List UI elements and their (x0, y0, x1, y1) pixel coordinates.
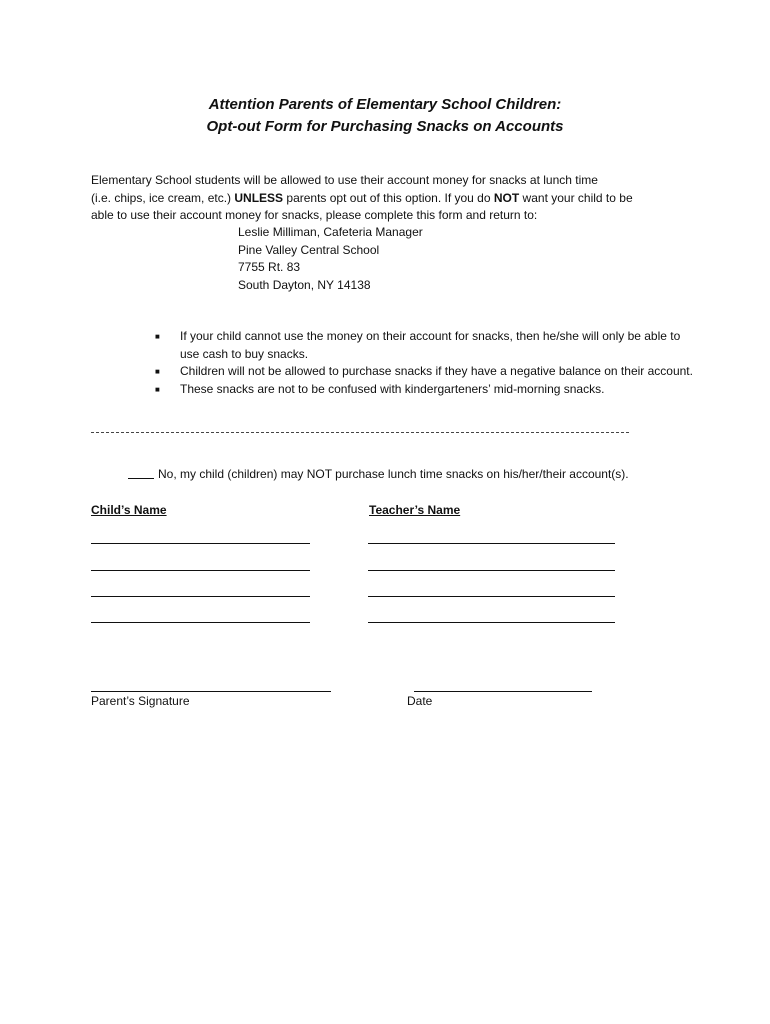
bullet-item (155, 328, 695, 363)
return-address (238, 224, 423, 294)
opt-out-text: No, my child (children) may NOT purchase lunch time snacks on his/her/their account(s). (158, 467, 629, 481)
intro-line-2 (91, 190, 691, 208)
intro-line-1: Elementary School students will be allowed to use their account money for snacks at lunch time (91, 173, 598, 187)
intro-line-3: able to use their account money for snacks, please complete this form and return to: (91, 208, 538, 222)
intro-line-2-part-a: (i.e. chips, ice cream, etc.) (91, 190, 235, 205)
address-line: Leslie Milliman, Cafeteria Manager (238, 225, 423, 239)
form-title-line-2: Opt-out Form for Purchasing Snacks on Accounts (206, 118, 564, 135)
opt-out-checkbox-blank[interactable] (128, 478, 154, 479)
policy-bullet-list (155, 328, 695, 398)
teacher-name-field[interactable] (368, 570, 615, 571)
teacher-name-field[interactable] (368, 622, 615, 623)
child-name-field[interactable] (91, 570, 310, 571)
address-line: Pine Valley Central School (238, 242, 380, 257)
child-name-field[interactable] (91, 596, 310, 597)
child-name-field[interactable] (91, 543, 310, 544)
intro-line-2-part-b: parents opt out of this option. If you do (283, 190, 494, 205)
teacher-name-header: Teacher’s Name (369, 503, 461, 517)
bullet-item (155, 363, 695, 381)
unless-emphasis: UNLESS (234, 190, 284, 205)
square-bullet-icon: ■ (155, 332, 160, 341)
cut-line-separator (91, 432, 629, 433)
address-line: South Dayton, NY 14138 (238, 277, 371, 292)
bullet-text: If your child cannot use the money on their account for snacks, then he/she will only be able to use cash to buy snacks. (180, 329, 681, 361)
bullet-text: These snacks are not to be confused with kindergarteners’ mid-morning snacks. (180, 381, 605, 396)
date-field[interactable] (414, 691, 592, 692)
teacher-name-field[interactable] (368, 596, 615, 597)
parent-signature-field[interactable] (91, 691, 331, 692)
address-line: 7755 Rt. 83 (238, 260, 301, 274)
parent-signature-label: Parent’s Signature (91, 694, 190, 708)
bullet-item (155, 381, 695, 399)
square-bullet-icon: ■ (155, 367, 160, 376)
opt-out-statement (128, 466, 629, 484)
intro-paragraph (91, 172, 691, 225)
teacher-name-field[interactable] (368, 543, 615, 544)
date-label: Date (407, 694, 433, 708)
form-title-line-1: Attention Parents of Elementary School Children: (208, 96, 562, 113)
child-name-header: Child’s Name (91, 503, 167, 517)
square-bullet-icon: ■ (155, 384, 160, 394)
bullet-text: Children will not be allowed to purchase snacks if they have a negative balance on their account. (180, 364, 693, 378)
child-name-field[interactable] (91, 622, 310, 623)
intro-line-2-part-c: want your child to be (519, 190, 633, 205)
not-emphasis: NOT (493, 190, 520, 205)
